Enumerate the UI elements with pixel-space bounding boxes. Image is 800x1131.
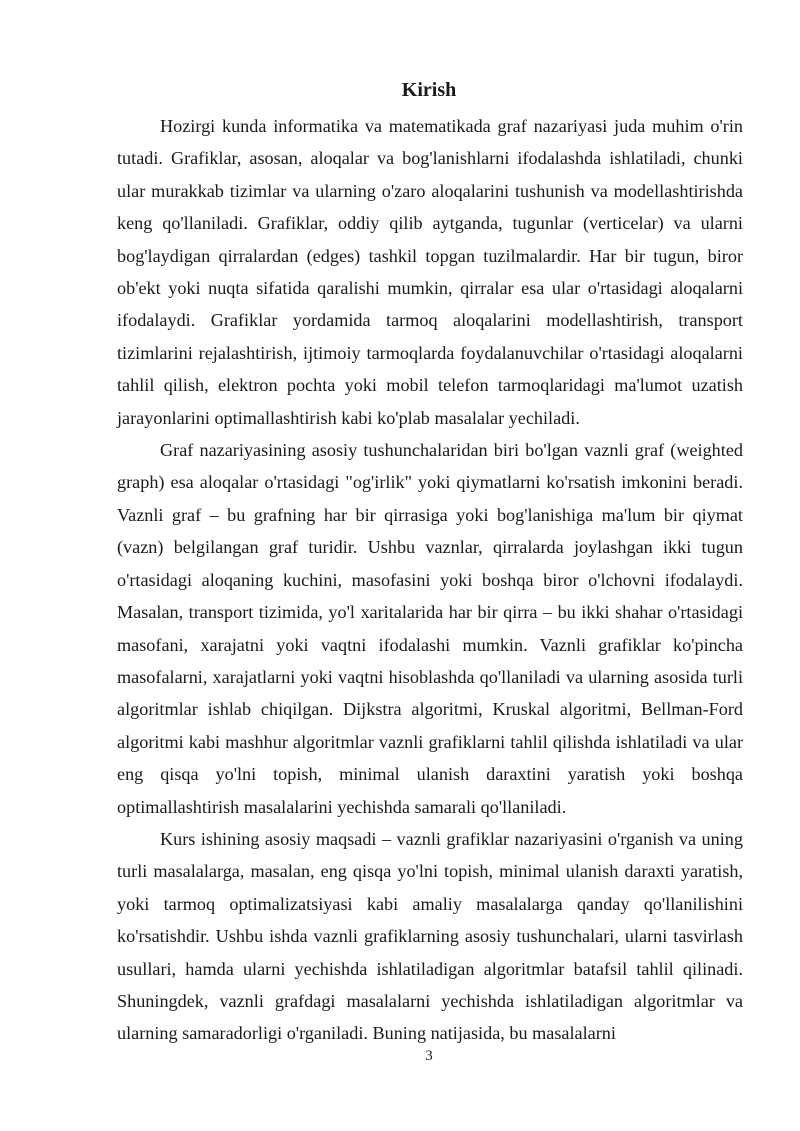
body-text [117, 110, 743, 1050]
paragraph-3: Kurs ishining asosiy maqsadi – vaznli grafiklar nazariyasini o'rganish va uning turli masalalarga, masalan, eng qisqa yo'lni topish, minimal ulanish daraxti yaratish, yoki tarmoq optimalizatsiyasi kabi amaliy masalalarga qanday qo'llanilishini ko'rsatishdir. Ushbu ishda vaznli grafiklarning asosiy tushunchalari, ularni tasvirlash usullari, hamda ularni yechishda ishlatiladigan algoritmlar batafsil tahlil qilinadi. Shuningdek, vaznli grafdagi masalalarni yechishda ishlatiladigan algoritmlar va ularning samaradorligi o'rganiladi. Buning natijasida, bu masalalarni [117, 828, 743, 1044]
section-title: Kirish [401, 79, 457, 101]
paragraph-1: Hozirgi kunda informatika va matematikada graf nazariyasi juda muhim o'rin tutadi. Grafiklar, asosan, aloqalar va bog'lanishlarni ifodalashda ishlatiladi, chunki ular murakkab tizimlar va ularning o'zaro aloqalarini tushunish va modellashtirishda keng qo'llaniladi. Grafiklar, oddiy qilib aytganda, tugunlar (verticelar) va ularni bog'laydigan qirralardan (edges) tashkil topgan tuzilmalardir. Har bir tugun, biror ob'ekt yoki nuqta sifatida qaralishi mumkin, qirralar esa ular o'rtasidagi aloqalarni ifodalaydi. Grafiklar yordamida tarmoq aloqalarini modellashtirish, transport tizimlarini rejalashtirish, ijtimoiy tarmoqlarda foydalanuvchilar o'rtasidagi aloqalarni tahlil qilish, elektron pochta yoki mobil telefon tarmoqlaridagi ma'lumot uzatish jarayonlarini optimallashtirish kabi ko'plab masalalar yechiladi. [117, 116, 743, 428]
paragraph-2: Graf nazariyasining asosiy tushunchalaridan biri bo'lgan vaznli graf (weighted graph) esa aloqalar o'rtasidagi "og'irlik" yoki qiymatlarni ko'rsatish imkonini beradi. Vaznli graf – bu grafning har bir qirrasiga yoki bog'lanishiga ma'lum bir qiymat (vazn) belgilangan graf turidir. Ushbu vaznlar, qirralarda joylashgan ikki tugun o'rtasidagi aloqaning kuchini, masofasini yoki boshqa biror o'lchovni ifodalaydi. Masalan, transport tizimida, yo'l xaritalarida har bir qirra – bu ikki shahar o'rtasidagi masofani, xarajatni yoki vaqtni ifodalashi mumkin. Vaznli grafiklar ko'pincha masofalarni, xarajatlarni yoki vaqtni hisoblashda qo'llaniladi va ularning asosida turli algoritmlar ishlab chiqilgan. Dijkstra algoritmi, Kruskal algoritmi, Bellman-Ford algoritmi kabi mashhur algoritmlar vaznli grafiklarni tahlil qilishda ishlatiladi va ular eng qisqa yo'lni topish, minimal ulanish daraxtini yaratish yoki boshqa optimallashtirish masalalarini yechishda samarali qo'llaniladi. [117, 440, 743, 817]
page-number: 3 [425, 1048, 433, 1064]
